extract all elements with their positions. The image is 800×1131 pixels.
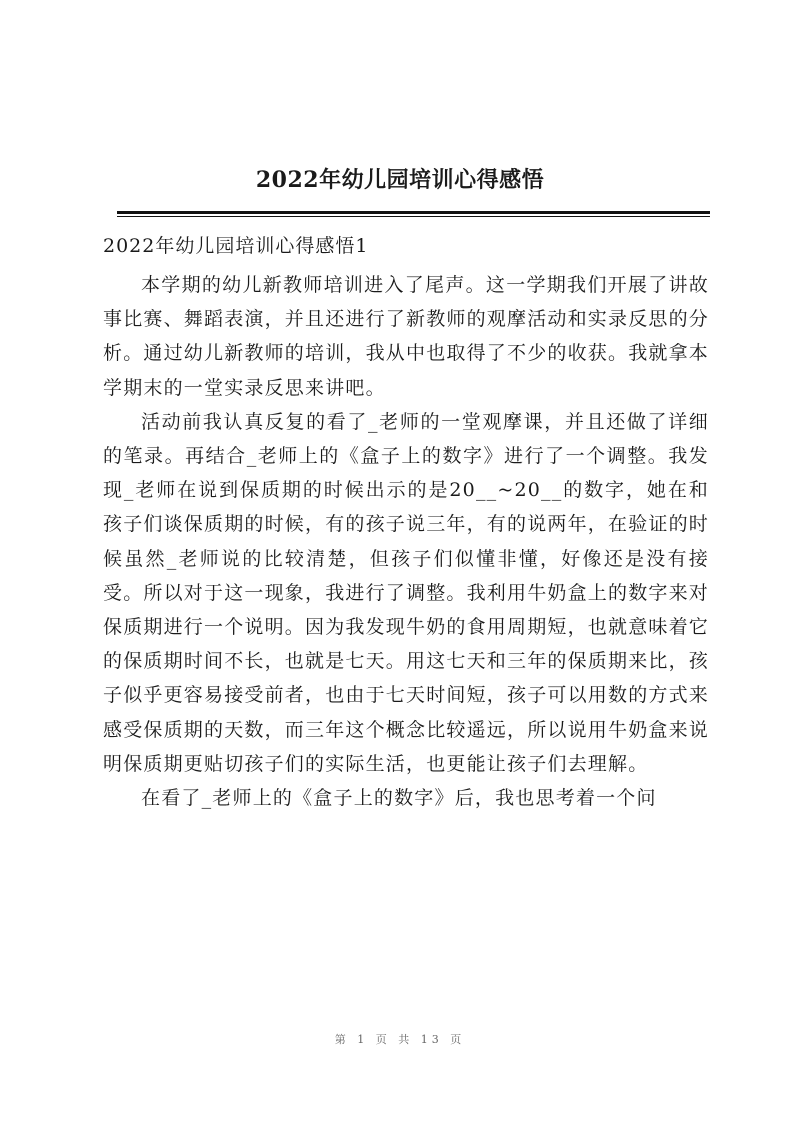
page-title: 2022年幼儿园培训心得感悟 [255,167,545,193]
page-number-footer: 第 1 页 共 13 页 [334,1033,466,1046]
title-divider-thin [117,216,710,217]
paragraph-2: 活动前我认真反复的看了_老师的一堂观摩课，并且还做了详细的笔录。再结合_老师上的《盒子上的数字》进行了一个调整。我发现_老师在说到保质期的时候出示的是20__~20__的数字，她在和孩子们谈保质期的时候，有的孩子说三年，有的说两年，在验证的时候虽然_老师说的比较清楚，但孩子们似懂非懂，好像还是没有接受。所以对于这一现象，我进行了调整。我利用牛奶盒上的数字来对保质期进行一个说明。因为我发现牛奶的食用周期短，也就意味着它的保质期时间不长，也就是七天。用这七天和三年的保质期来比，孩子似乎更容易接受前者，也由于七天时间短，孩子可以用数的方式来感受保质期的天数，而三年这个概念比较遥远，所以说用牛奶盒来说明保质期更贴切孩子们的实际生活，也更能让孩子们去理解。 [103,410,710,775]
title-divider-thick [117,211,710,214]
paragraph-3: 在看了_老师上的《盒子上的数字》后，我也思考着一个问 [141,787,657,810]
body-text [103,268,709,815]
paragraph-1: 本学期的幼儿新教师培训进入了尾声。这一学期我们开展了讲故事比赛、舞蹈表演，并且还进行了新教师的观摩活动和实录反思的分析。通过幼儿新教师的培训，我从中也取得了不少的收获。我就拿本学期末的一堂实录反思来讲吧。 [103,274,710,399]
section-heading: 2022年幼儿园培训心得感悟1 [103,235,369,257]
